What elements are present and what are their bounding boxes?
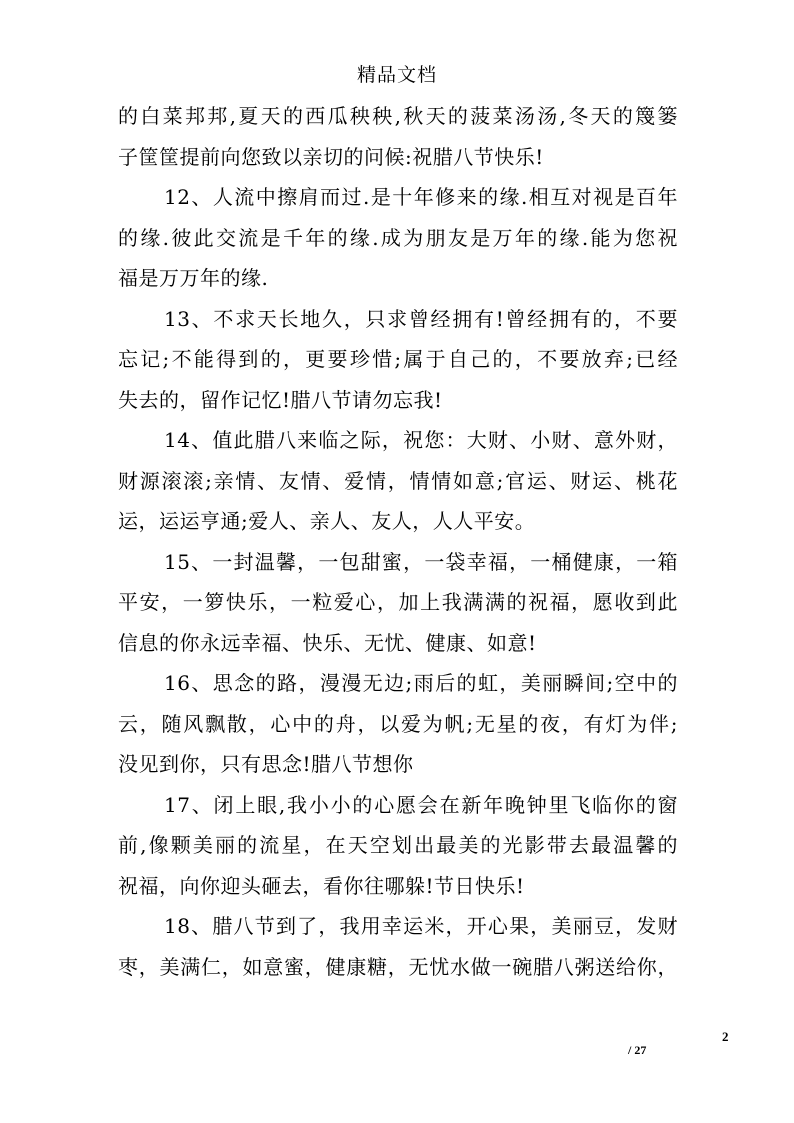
page-number: 2 — [722, 1029, 729, 1044]
text-line: 云，随风飘散，心中的舟，以爱为帆;无星的夜，有灯为伴; — [118, 711, 678, 736]
text-line: 没见到你，只有思念!腊八节想你 — [118, 752, 414, 776]
text-line: 前,像颗美丽的流星，在天空划出最美的光影带去最温馨的 — [118, 833, 678, 857]
text-line: 13、不求天长地久，只求曾经拥有!曾经拥有的，不要 — [164, 306, 678, 331]
text-line: 的白菜邦邦,夏天的西瓜秧秧,秋天的菠菜汤汤,冬天的篾篓 — [118, 104, 678, 128]
text-line: 14、值此腊八来临之际，祝您：大财、小财、意外财， — [164, 428, 678, 452]
text-line: 枣，美满仁，如意蜜，健康糖，无忧水做一碗腊八粥送给你， — [118, 954, 678, 979]
page-header-title: 精品文档 — [356, 64, 437, 86]
text-line: 失去的，留作记忆!腊八节请勿忘我! — [118, 387, 443, 412]
text-line: 忘记;不能得到的，更要珍惜;属于自己的，不要放弃;已经 — [118, 347, 678, 371]
text-line: 16、思念的路，漫漫无边;雨后的虹，美丽瞬间;空中的 — [164, 671, 678, 695]
text-line: 福是万万年的缘. — [118, 266, 269, 290]
text-line: 运，运运亨通;爱人、亲人、友人，人人平安。 — [118, 509, 536, 533]
text-line: 18、腊八节到了，我用幸运米，开心果，美丽豆，发财 — [164, 914, 678, 938]
text-line: 17、闭上眼,我小小的心愿会在新年晚钟里飞临你的窗 — [164, 792, 678, 817]
text-line: 15、一封温馨，一包甜蜜，一袋幸福，一桶健康，一箱 — [164, 549, 678, 574]
text-line: 平安，一箩快乐，一粒爱心，加上我满满的祝福，愿收到此 — [118, 590, 678, 614]
text-line: 的缘.彼此交流是千年的缘.成为朋友是万年的缘.能为您祝 — [118, 225, 678, 250]
document-body — [118, 96, 678, 987]
text-line: 财源滚滚;亲情、友情、爱情，情情如意;官运、财运、桃花 — [118, 468, 678, 493]
page-total: / 27 — [628, 1043, 647, 1057]
text-line: 12、人流中擦肩而过.是十年修来的缘.相互对视是百年 — [164, 185, 678, 209]
text-line: 子筐筐提前向您致以亲切的问候:祝腊八节快乐! — [118, 144, 544, 169]
text-line: 信息的你永远幸福、快乐、无忧、健康、如意! — [118, 630, 537, 655]
text-line: 祝福，向你迎头砸去，看你往哪躲!节日快乐! — [118, 873, 525, 898]
